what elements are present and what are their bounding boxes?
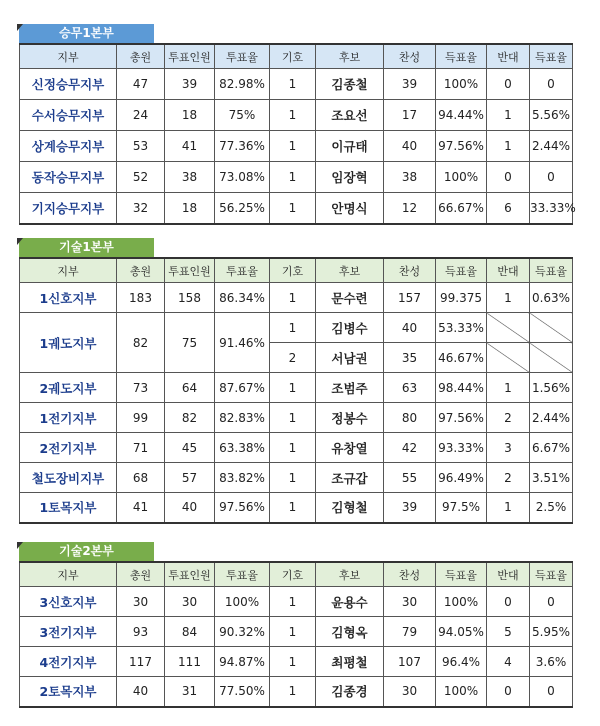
col-yes: 찬성: [384, 562, 436, 587]
voters: 111: [165, 647, 215, 677]
yes-votes: 40: [384, 313, 436, 343]
cand-num: 1: [270, 433, 316, 463]
turnout: 75%: [215, 100, 270, 131]
candidate: 임장혁: [316, 162, 384, 193]
table-row: [20, 283, 573, 313]
cand-num: 1: [270, 373, 316, 403]
total: 183: [117, 283, 165, 313]
yes-pct: 97.56%: [436, 131, 487, 162]
total: 47: [117, 69, 165, 100]
col-no: 반대: [487, 258, 530, 283]
org-name: 1전기지부: [20, 403, 117, 433]
org-name: 철도장비지부: [20, 463, 117, 493]
col-voters: 투표인원: [165, 258, 215, 283]
voters: 30: [165, 587, 215, 617]
cand-num: 1: [270, 403, 316, 433]
total: 73: [117, 373, 165, 403]
no-pct: 1.56%: [530, 373, 573, 403]
turnout: 82.98%: [215, 69, 270, 100]
org-name: 기지승무지부: [20, 193, 117, 224]
no-pct: 5.56%: [530, 100, 573, 131]
yes-pct: 100%: [436, 587, 487, 617]
table-row: [20, 373, 573, 403]
total: 71: [117, 433, 165, 463]
turnout: 90.32%: [215, 617, 270, 647]
org-name: 4전기지부: [20, 647, 117, 677]
turnout: 83.82%: [215, 463, 270, 493]
col-turnout: 투표율: [215, 44, 270, 69]
voters: 57: [165, 463, 215, 493]
col-no-pct: 득표율: [530, 44, 573, 69]
results-table: [19, 43, 576, 225]
no-votes: 5: [487, 617, 530, 647]
candidate: 문수련: [316, 283, 384, 313]
table-row: [20, 433, 573, 463]
yes-pct: 53.33%: [436, 313, 487, 343]
no-pct: 0: [530, 162, 573, 193]
col-no: 반대: [487, 562, 530, 587]
cand-num: 1: [270, 617, 316, 647]
no-votes: 1: [487, 283, 530, 313]
yes-votes: 55: [384, 463, 436, 493]
cand-num: 1: [270, 162, 316, 193]
turnout: 82.83%: [215, 403, 270, 433]
yes-votes: 107: [384, 647, 436, 677]
candidate: 윤용수: [316, 587, 384, 617]
yes-pct: 98.44%: [436, 373, 487, 403]
no-pct: 2.44%: [530, 131, 573, 162]
total: 40: [117, 677, 165, 707]
col-voters: 투표인원: [165, 44, 215, 69]
no-votes: 1: [487, 373, 530, 403]
candidate: 김종경: [316, 677, 384, 707]
total: 30: [117, 587, 165, 617]
org-name: 2전기지부: [20, 433, 117, 463]
voters: 158: [165, 283, 215, 313]
total: 52: [117, 162, 165, 193]
no-pct-empty: [530, 313, 573, 343]
no-votes: 1: [487, 493, 530, 523]
org-name: 3전기지부: [20, 617, 117, 647]
col-total: 총원: [117, 44, 165, 69]
section-title: 승무1본부: [19, 24, 154, 43]
cand-num: 1: [270, 131, 316, 162]
yes-votes: 35: [384, 343, 436, 373]
cand-num: 1: [270, 193, 316, 224]
no-votes: 0: [487, 162, 530, 193]
yes-votes: 17: [384, 100, 436, 131]
no-pct: 3.6%: [530, 647, 573, 677]
table-row: [20, 493, 573, 523]
no-pct: 2.44%: [530, 403, 573, 433]
total: 68: [117, 463, 165, 493]
voters: 64: [165, 373, 215, 403]
yes-pct: 99.375: [436, 283, 487, 313]
col-yes: 찬성: [384, 44, 436, 69]
results-table: [19, 561, 573, 708]
total: 99: [117, 403, 165, 433]
cand-num: 1: [270, 493, 316, 523]
org-name: 상계승무지부: [20, 131, 117, 162]
org-name: 신정승무지부: [20, 69, 117, 100]
no-pct: 2.5%: [530, 493, 573, 523]
candidate: 김형옥: [316, 617, 384, 647]
total: 82: [117, 313, 165, 373]
table-row: [20, 313, 573, 343]
org-name: 1토목지부: [20, 493, 117, 523]
candidate: 김종철: [316, 69, 384, 100]
col-yes-pct: 득표율: [436, 258, 487, 283]
yes-pct: 96.49%: [436, 463, 487, 493]
org-name: 1신호지부: [20, 283, 117, 313]
voters: 31: [165, 677, 215, 707]
yes-pct: 46.67%: [436, 343, 487, 373]
col-voters: 투표인원: [165, 562, 215, 587]
col-org: 지부: [20, 44, 117, 69]
results-table: [19, 257, 573, 524]
table-row: [20, 162, 573, 193]
yes-votes: 42: [384, 433, 436, 463]
cand-num: 2: [270, 343, 316, 373]
table-row: [20, 587, 573, 617]
no-votes-empty: [487, 343, 530, 373]
turnout: 86.34%: [215, 283, 270, 313]
table-header: [20, 44, 573, 69]
no-pct: 0.63%: [530, 283, 573, 313]
voters: 40: [165, 493, 215, 523]
org-name: 2토목지부: [20, 677, 117, 707]
candidate: 조범주: [316, 373, 384, 403]
candidate: 안명식: [316, 193, 384, 224]
voters: 18: [165, 193, 215, 224]
yes-pct: 100%: [436, 677, 487, 707]
yes-pct: 94.44%: [436, 100, 487, 131]
table-row: [20, 69, 573, 100]
col-no-pct: 득표율: [530, 258, 573, 283]
col-yes-pct: 득표율: [436, 562, 487, 587]
col-yes-pct: 득표율: [436, 44, 487, 69]
table-row: [20, 463, 573, 493]
yes-pct: 93.33%: [436, 433, 487, 463]
col-num: 기호: [270, 44, 316, 69]
voters: 41: [165, 131, 215, 162]
cand-num: 1: [270, 69, 316, 100]
no-votes: 1: [487, 100, 530, 131]
candidate: 정봉수: [316, 403, 384, 433]
turnout: 77.50%: [215, 677, 270, 707]
no-votes: 1: [487, 131, 530, 162]
section-title: 기술2본부: [19, 542, 154, 561]
col-no-pct: 득표율: [530, 562, 573, 587]
turnout: 63.38%: [215, 433, 270, 463]
yes-pct: 94.05%: [436, 617, 487, 647]
turnout: 56.25%: [215, 193, 270, 224]
cand-num: 1: [270, 313, 316, 343]
yes-votes: 80: [384, 403, 436, 433]
col-org: 지부: [20, 562, 117, 587]
col-yes: 찬성: [384, 258, 436, 283]
total: 32: [117, 193, 165, 224]
yes-votes: 40: [384, 131, 436, 162]
cand-num: 1: [270, 677, 316, 707]
cand-num: 1: [270, 100, 316, 131]
yes-votes: 39: [384, 69, 436, 100]
yes-votes: 63: [384, 373, 436, 403]
candidate: 서남권: [316, 343, 384, 373]
turnout: 94.87%: [215, 647, 270, 677]
no-votes: 2: [487, 403, 530, 433]
voters: 84: [165, 617, 215, 647]
col-num: 기호: [270, 258, 316, 283]
candidate: 이규태: [316, 131, 384, 162]
yes-pct: 97.56%: [436, 403, 487, 433]
yes-votes: 30: [384, 677, 436, 707]
yes-votes: 39: [384, 493, 436, 523]
yes-votes: 38: [384, 162, 436, 193]
turnout: 73.08%: [215, 162, 270, 193]
no-votes-empty: [487, 313, 530, 343]
col-total: 총원: [117, 562, 165, 587]
no-votes: 0: [487, 677, 530, 707]
no-pct: 0: [530, 587, 573, 617]
col-cand: 후보: [316, 562, 384, 587]
no-votes: 0: [487, 69, 530, 100]
voters: 39: [165, 69, 215, 100]
org-name: 수서승무지부: [20, 100, 117, 131]
voters: 18: [165, 100, 215, 131]
org-name: 1궤도지부: [20, 313, 117, 373]
table-row: [20, 677, 573, 707]
table-row: [20, 647, 573, 677]
total: 41: [117, 493, 165, 523]
candidate: 조규갑: [316, 463, 384, 493]
total: 93: [117, 617, 165, 647]
candidate: 최평철: [316, 647, 384, 677]
candidate: 유창열: [316, 433, 384, 463]
org-name: 동작승무지부: [20, 162, 117, 193]
yes-pct: 97.5%: [436, 493, 487, 523]
no-pct: 0: [530, 677, 573, 707]
no-votes: 6: [487, 193, 530, 224]
candidate: 김형철: [316, 493, 384, 523]
yes-pct: 100%: [436, 69, 487, 100]
table-row: [20, 193, 573, 224]
candidate: 조요선: [316, 100, 384, 131]
no-pct: 3.51%: [530, 463, 573, 493]
no-votes: 0: [487, 587, 530, 617]
cand-num: 1: [270, 587, 316, 617]
turnout: 77.36%: [215, 131, 270, 162]
no-pct: 5.95%: [530, 617, 573, 647]
table-row: [20, 131, 573, 162]
table-row: [20, 617, 573, 647]
no-votes: 4: [487, 647, 530, 677]
col-no: 반대: [487, 44, 530, 69]
cand-num: 1: [270, 283, 316, 313]
yes-votes: 157: [384, 283, 436, 313]
yes-pct: 96.4%: [436, 647, 487, 677]
turnout: 87.67%: [215, 373, 270, 403]
no-votes: 2: [487, 463, 530, 493]
turnout: 97.56%: [215, 493, 270, 523]
no-pct-empty: [530, 343, 573, 373]
table-header: [20, 562, 573, 587]
voters: 75: [165, 313, 215, 373]
candidate: 김병수: [316, 313, 384, 343]
table-header: [20, 258, 573, 283]
yes-votes: 12: [384, 193, 436, 224]
no-pct: 33.33%: [530, 193, 573, 224]
col-turnout: 투표율: [215, 562, 270, 587]
table-row: [20, 403, 573, 433]
total: 117: [117, 647, 165, 677]
total: 24: [117, 100, 165, 131]
yes-votes: 79: [384, 617, 436, 647]
org-name: 2궤도지부: [20, 373, 117, 403]
col-org: 지부: [20, 258, 117, 283]
no-pct: 6.67%: [530, 433, 573, 463]
table-row: [20, 100, 573, 131]
cand-num: 1: [270, 463, 316, 493]
col-cand: 후보: [316, 44, 384, 69]
no-pct: 0: [530, 69, 573, 100]
voters: 45: [165, 433, 215, 463]
yes-pct: 100%: [436, 162, 487, 193]
org-name: 3신호지부: [20, 587, 117, 617]
voters: 82: [165, 403, 215, 433]
yes-votes: 30: [384, 587, 436, 617]
col-turnout: 투표율: [215, 258, 270, 283]
cand-num: 1: [270, 647, 316, 677]
col-total: 총원: [117, 258, 165, 283]
voters: 38: [165, 162, 215, 193]
col-cand: 후보: [316, 258, 384, 283]
total: 53: [117, 131, 165, 162]
turnout: 100%: [215, 587, 270, 617]
no-votes: 3: [487, 433, 530, 463]
col-num: 기호: [270, 562, 316, 587]
turnout: 91.46%: [215, 313, 270, 373]
yes-pct: 66.67%: [436, 193, 487, 224]
section-title: 기술1본부: [19, 238, 154, 257]
